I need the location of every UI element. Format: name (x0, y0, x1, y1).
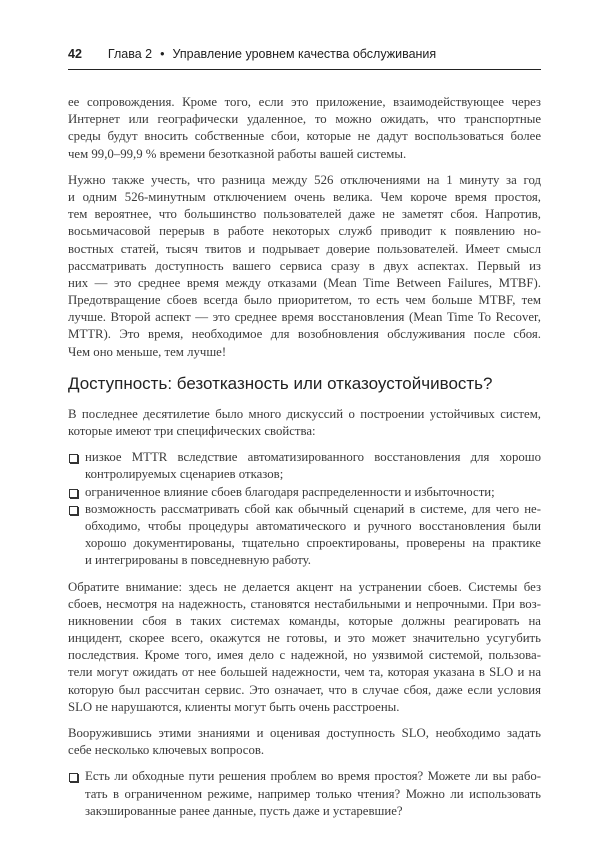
text-line: Нужно также учесть, что разница между 526 отключениями на 1 минуту за год (68, 172, 541, 187)
text-line: Интернет или географически удаленное, то можно ожидать, что транспортные (68, 112, 541, 127)
header-bullet: • (160, 47, 165, 61)
text-line: тать в ограниченном режиме, например только чтения? Можно ли использовать (85, 786, 541, 801)
paragraph (68, 725, 541, 759)
running-header (68, 47, 541, 70)
text-line: среды будут вносить собственные сбои, которые не дадут воспользоваться более (68, 129, 541, 144)
text-line: обходимо, чтобы процедуры автоматического и ручного восстановления были (85, 518, 541, 533)
text-line: SLO не нарушаются, клиенты могут быть очень расстроены. (68, 699, 400, 714)
text-line: последствия. Кроме того, имея дело с надежной, но уязвимой системой, пользова- (68, 648, 541, 663)
text-line: никновении сбоя в таких системах команды, которые должны реагировать на (68, 613, 541, 628)
section-heading: Доступность: безотказность или отказоустойчивость? (68, 373, 493, 393)
text-line: хорошо документированы, тщательно спроектированы, проверены на практике (85, 536, 541, 551)
text-line: возможность рассматривать сбой как обычный сценарий в системе, для чего не- (85, 501, 541, 516)
text-line: MTTR). Это время, необходимое для возобновления обслуживания после сбоя. (68, 327, 541, 342)
text-line: рассматривать доступность вашего сервиса сразу в двух аспектах. Первый из (68, 258, 541, 273)
chapter-label: Глава 2 (107, 47, 153, 61)
text-line: Обратите внимание: здесь не делается акцент на устранении сбоев. Системы без (68, 579, 541, 594)
bullet-list (68, 768, 541, 820)
checkbox-bullet-icon (69, 454, 78, 463)
text-line: чем 99,0–99,9 % времени безотказной работы вашей системы. (68, 146, 407, 161)
text-line: и интегрированы в повседневную работу. (85, 553, 311, 568)
chapter-title: Управление уровнем качества обслуживания (172, 47, 437, 61)
text-line: Чем оно меньше, тем лучше! (68, 344, 227, 359)
text-line: них — это среднее время между отказами (Mean Time Between Failures, MTBF). (68, 275, 541, 290)
text-line: восьмичасовой перерыв в работе некоторых служб приводит к появлению но- (68, 224, 541, 239)
text-line: востных статей, тысяч твитов и подрывает доверие пользователей. Имеет смысл (68, 241, 541, 256)
checkbox-bullet-icon (69, 773, 78, 782)
paragraph (68, 94, 541, 163)
paragraph (68, 172, 541, 361)
list-item (68, 449, 541, 483)
checkbox-bullet-icon (69, 489, 78, 498)
text-line: инцидент, скорее всего, окажутся не готовы, и это может значительно усугубить (68, 631, 541, 646)
text-line: тем вероятнее, что большинство пользователей даже не заметят сбоя. Напротив, (68, 207, 541, 222)
text-line: низкое MTTR вследствие автоматизированного восстановления для хорошо (85, 450, 541, 465)
text-line: контролируемых сценариев отказов; (85, 467, 284, 482)
text-line: которую был рассчитан сервис. Это означает, что в случае сбоя, даже если условия (68, 682, 541, 697)
text-line: лучше. Второй аспект — это среднее время восстановления (Mean Time To Recover, (68, 310, 541, 325)
list-item (68, 768, 541, 820)
page-number: 42 (68, 47, 82, 61)
text-line: Предотвращение сбоев всегда было приоритетом, то есть чем больше MTBF, тем (68, 293, 541, 308)
text-line: закэшированные ранее данные, пусть даже и устаревшие? (85, 803, 403, 818)
text-line: сбоев, несмотря на надежность, становятся нестабильными и непрочными. При воз- (68, 596, 541, 611)
text-line: Есть ли обходные пути решения проблем во время простоя? Можете ли вы рабо- (85, 769, 541, 784)
text-line: тели могут ожидать от нее большей надежности, чем та, которая указана в SLO и на (68, 665, 541, 680)
text-line: В последнее десятилетие было много дискуссий о построении устойчивых систем, (68, 406, 541, 421)
text-line: которые имеют три специфических свойства: (68, 424, 316, 438)
text-line: и одним 526-минутным отключением очень велика. Чем короче время простоя, (68, 189, 541, 204)
list-item (68, 484, 541, 501)
bullet-list (68, 449, 541, 569)
text-line: ее сопровождения. Кроме того, если это приложение, взаимодействующее через (68, 95, 541, 109)
text-line: ограниченное влияние сбоев благодаря распределенности и избыточности; (85, 484, 495, 499)
list-item (68, 501, 541, 570)
checkbox-bullet-icon (69, 506, 78, 515)
text-line: Вооружившись этими знаниями и оценивая доступность SLO, необходимо задать (68, 726, 541, 740)
paragraph (68, 579, 541, 717)
page-body (68, 94, 541, 829)
text-line: себе несколько ключевых вопросов. (68, 743, 265, 758)
paragraph (68, 406, 541, 440)
